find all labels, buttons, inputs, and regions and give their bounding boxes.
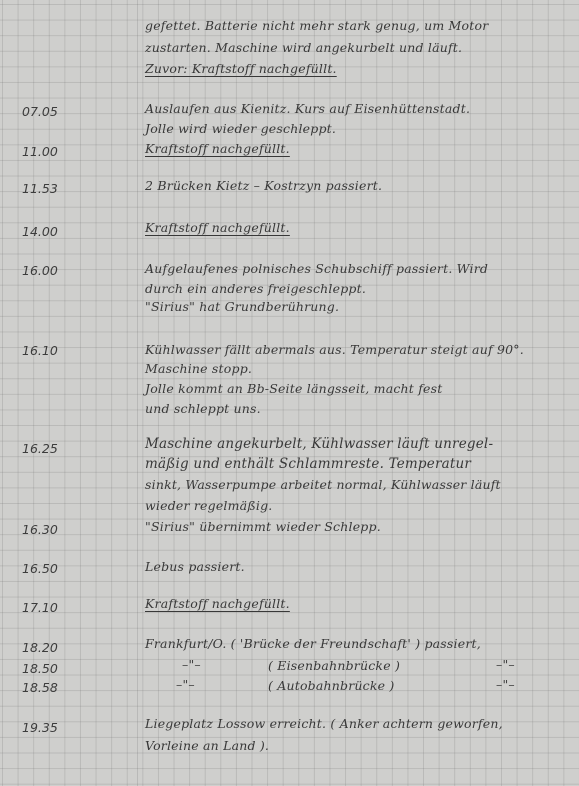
entry-time: 16.00 <box>22 263 58 278</box>
entry-time: 16.10 <box>22 343 58 358</box>
ditto-mark: –"– <box>176 677 195 692</box>
entry-line: Kraftstoff nachgefüllt. <box>145 141 290 156</box>
entry-line: Jolle wird wieder geschleppt. <box>145 121 337 136</box>
entry-line: 2 Brücken Kietz – Kostrzyn passiert. <box>145 178 383 193</box>
entry-line: Kraftstoff nachgefüllt. <box>145 596 290 611</box>
entry-line: Lebus passiert. <box>145 559 245 574</box>
ditto-mark: –"– <box>182 657 201 672</box>
entry-line: Aufgelaufenes polnisches Schubschiff passiert. Wird <box>145 261 489 276</box>
entry-line: Frankfurt/O. ( 'Brücke der Freundschaft' ) passiert, <box>145 636 481 651</box>
entry-time: 18.20 <box>22 640 58 655</box>
entry-time: 16.25 <box>22 441 58 456</box>
entry-line: Kühlwasser fällt abermals aus. Temperatur steigt auf 90°. <box>145 342 524 357</box>
entry-line: Auslaufen aus Kienitz. Kurs auf Eisenhüttenstadt. <box>145 101 471 116</box>
entry-line: Maschine stopp. <box>145 361 253 376</box>
entry-line: "Sirius" hat Grundberührung. <box>145 299 340 314</box>
entry-line: Kraftstoff nachgefüllt. <box>145 220 290 235</box>
entry-line: und schleppt uns. <box>145 401 261 416</box>
entry-line: Vorleine an Land ). <box>145 738 270 753</box>
entry-time: 17.10 <box>22 600 58 615</box>
entry-line: mäßig und enthält Schlammreste. Temperatur <box>145 456 472 472</box>
entry-line: Liegeplatz Lossow erreicht. ( Anker achtern geworfen, <box>145 716 503 731</box>
entry-time: 16.50 <box>22 561 58 576</box>
entry-line: wieder regelmäßig. <box>145 498 273 513</box>
entry-line: ( Autobahnbrücke ) <box>268 678 395 693</box>
entry-time: 16.30 <box>22 522 58 537</box>
entry-line: gefettet. Batterie nicht mehr stark genug, um Motor <box>145 18 489 33</box>
entry-line: ( Eisenbahnbrücke ) <box>268 658 401 673</box>
entry-line: Jolle kommt an Bb-Seite längsseit, macht fest <box>145 381 443 396</box>
entry-time: 11.00 <box>22 144 58 159</box>
entry-time: 07.05 <box>22 104 58 119</box>
entry-time: 19.35 <box>22 720 58 735</box>
entry-line: Maschine angekurbelt, Kühlwasser läuft unregel- <box>145 436 494 452</box>
ditto-mark: –"– <box>496 657 515 672</box>
ditto-mark: –"– <box>496 677 515 692</box>
entry-line: zustarten. Maschine wird angekurbelt und läuft. <box>145 40 463 55</box>
entry-line: Zuvor: Kraftstoff nachgefüllt. <box>145 61 337 76</box>
entry-time: 14.00 <box>22 224 58 239</box>
entry-time: 11.53 <box>22 181 58 196</box>
entry-time: 18.58 <box>22 680 58 695</box>
entry-line: "Sirius" übernimmt wieder Schlepp. <box>145 519 381 534</box>
entry-line: durch ein anderes freigeschleppt. <box>145 281 366 296</box>
entry-line: sinkt, Wasserpumpe arbeitet normal, Kühlwasser läuft <box>145 477 501 492</box>
entry-time: 18.50 <box>22 661 58 676</box>
margin-line <box>137 0 138 786</box>
